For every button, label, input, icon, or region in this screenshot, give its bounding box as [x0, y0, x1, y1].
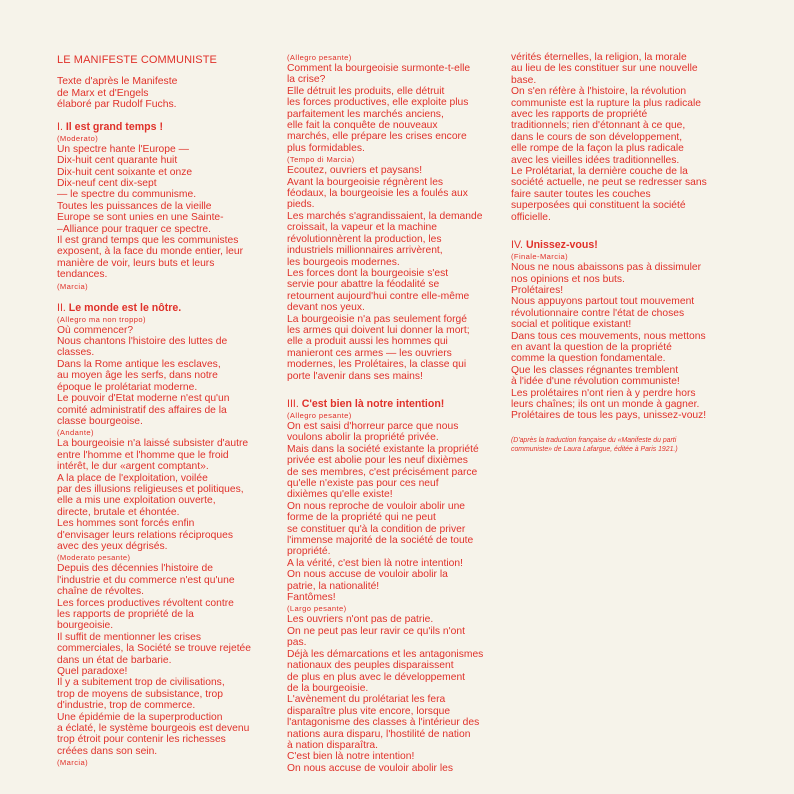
section-2-heading — [57, 302, 281, 314]
column-2 — [287, 52, 507, 774]
section-2-title: Le monde est le nôtre. — [68, 301, 182, 314]
section-1-text: Un spectre hante l'Europe — Dix-huit cent quarante huit Dix-huit cent soixante et onze Dix-neuf cent dix-sept — le spectre du communisme. Toutes les puissances de la vieille Europe se sont unies en une Sainte- –Alliance pour traquer ce spectre. Il est grand temps que les communistes exposent, à la face du monde entier, leur manière de voir, leurs buts et leurs tendances. — [57, 143, 244, 281]
section-2-text: Où commencer? Nous chantons l'histoire des luttes de classes. Dans la Rome antique les esclaves, au moyen âge les serfs, dans notre époque le prolétariat moderne. Le pouvoir d'Etat moderne n'est qu'un comité administratif des affaires de la classe bourgeoise. — [57, 324, 230, 427]
section-3-text-3: vérités éternelles, la religion, la morale au lieu de les constituer sur une nouvelle base. On s'en réfère à l'histoire, la révolution communiste est la rupture la plus radicale avec les rapports de propriété traditionnels; rien d'étonnant à ce que, dans le cours de son développement, elle rompe de la façon la plus radicale avec les vieilles idées traditionnelles. Le Prolétariat, la dernière couche de la société actuelle, ne peut se redresser sans faire sauter toutes les couches superposées qui constituent la société officielle. — [511, 52, 707, 223]
section-2-tempo-3: (Moderato pesante) — [57, 553, 131, 563]
section-4-number: IV. — [511, 239, 523, 252]
translation-footnote: (D'après la traduction française du «Manifeste du parti communiste» de Laura Lafargue, éditée à Paris 1921.) — [511, 436, 678, 453]
section-1-number: I. — [57, 120, 63, 133]
section-2-text-3: Depuis des décennies l'histoire de l'industrie et du commerce n'est qu'une chaîne de révoltes. Les forces productives révoltent contre les rapports de propriété de la bourgeoisie. Il suffit de mentionner les crises commerciales, la Société se trouve rejetée dans un état de barbarie. Quel paradoxe! Il y a subitement trop de civilisations, trop de moyens de subsistance, trop d'industrie, trop de commerce. Une épidémie de la superproduction a éclaté, le système bourgeois est devenu trop étroit pour contenir les richesses créées dans son sein. — [57, 563, 252, 757]
section-3-text-2: Les ouvriers n'ont pas de patrie. On ne peut pas leur ravir ce qu'ils n'ont pas. Déjà les démarcations et les antagonismes nationaux des peuples disparaissent de plus en plus avec le développement de la bourgeoisie. L'avènement du prolétariat les fera disparaître plus vite encore, lorsque l'antagonisme des classes à l'intérieur des nations aura disparu, l'hostilité de nation à nation disparaîtra. C'est bien là notre intention! On nous accuse de vouloir abolir les — [287, 614, 484, 774]
section-2-number: II. — [57, 301, 66, 314]
section-3-title: C'est bien là notre intention! — [301, 397, 445, 410]
section-4-title: Unissez-vous! — [525, 239, 598, 252]
section-4-text: Nous ne nous abaissons pas à dissimuler nos opinions et nos buts. Prolétaires! Nous appuyons partout tout mouvement révolutionnaire contre l'état de choses social et politique existant! Dans tous ces mouvements, nous mettons en avant la question de la propriété comme la question fondamentale. Que les classes régnantes tremblent à l'idée d'une révolution communiste! Les prolétaires n'ont rien à y perdre hors leurs chaînes; ils ont un monde à gagner. Prolétaires de tous les pays, unissez-vouz! — [511, 262, 707, 422]
section-1-heading — [57, 121, 281, 133]
section-4-tempo: (Finale-Marcia) — [511, 252, 569, 262]
section-2-text-5: Ecoutez, ouvriers et paysans! Avant la bourgeoisie régnèrent les féodaux, la bourgeoisie les a foulés aux pieds. Les marchés s'agrandissaient, la demande croissait, la vapeur et la machine révolutionnèrent la production, les industriels millionnaires arrivèrent, les bourgeois modernes. Les forces dont la bourgeoisie s'est servie pour abattre la féodalité se retournent aujourd'hui contre elle-même devant nos yeux. La bourgeoisie n'a pas seulement forgé les armes qui doivent lui donner la mort; elle a produit aussi les hommes qui manieront ces armes — les ouvriers modernes, les Prolétaires, la classe qui porte l'avenir dans ses mains! — [287, 165, 483, 382]
section-3-number: III. — [287, 397, 299, 410]
section-3-text: On est saisi d'horreur parce que nous voulons abolir la propriété privée. Mais dans la société existante la propriété privée est abolie pour les neuf dixièmes de ses membres, c'est précisément parce qu'elle n'existe pas pour ces neuf dixièmes qu'elle existe! On nous reproche de vouloir abolir une forme de la propriété qui ne peut se constituer qu'à la condition de priver l'immense majorité de la société de toute propriété. A la vérité, c'est bien là notre intention! On nous accuse de vouloir abolir la patrie, la nationalité! Fantômes! — [287, 420, 479, 604]
document-title: LE MANIFESTE COMMUNISTE — [57, 54, 217, 66]
column-1 — [57, 54, 281, 768]
section-2-tempo-5: (Tempo di Marcia) — [287, 155, 355, 165]
section-2-text-4: Comment la bourgeoisie surmonte-t-elle la crise? Elle détruit les produits, elle détruit les forces productives, elle exploite plus parfaitement les marchés anciens, elle fait la conquête de nouveaux marchés, elle prépare les crises encore plus formidables. — [287, 63, 471, 154]
section-2-tempo: (Allegro ma non troppo) — [57, 314, 146, 324]
intro-credit: Texte d'après le Manifeste de Marx et d'Engels élaboré par Rudolf Fuchs. — [57, 76, 178, 111]
section-2-text-2: La bourgeoisie n'a laissé subsister d'autre entre l'homme et l'homme que le froid intérêt, le dur «argent comptant». A la place de l'exploitation, voilée par des illusions religieuses et politiques, elle a mis une exploitation ouverte, directe, brutale et éhontée. Les hommes sont forcés enfin d'envisager leurs relations réciproques avec des yeux dégrisés. — [57, 438, 249, 552]
section-3-heading — [287, 398, 507, 410]
section-3-tempo: (Allegro pesante) — [287, 410, 352, 420]
column-3 — [511, 52, 751, 454]
section-1-tempo: (Moderato) — [57, 133, 99, 143]
section-2-tempo-end: (Marcia) — [57, 758, 89, 768]
section-1-tempo-end: (Marcia) — [57, 281, 89, 291]
section-2-tempo-4: (Allegro pesante) — [287, 53, 352, 62]
section-2-tempo-2: (Andante) — [57, 428, 94, 438]
section-3-tempo-2: (Largo pesante) — [287, 604, 347, 614]
section-1-title: Il est grand temps ! — [65, 120, 163, 133]
section-4-heading — [511, 239, 751, 251]
